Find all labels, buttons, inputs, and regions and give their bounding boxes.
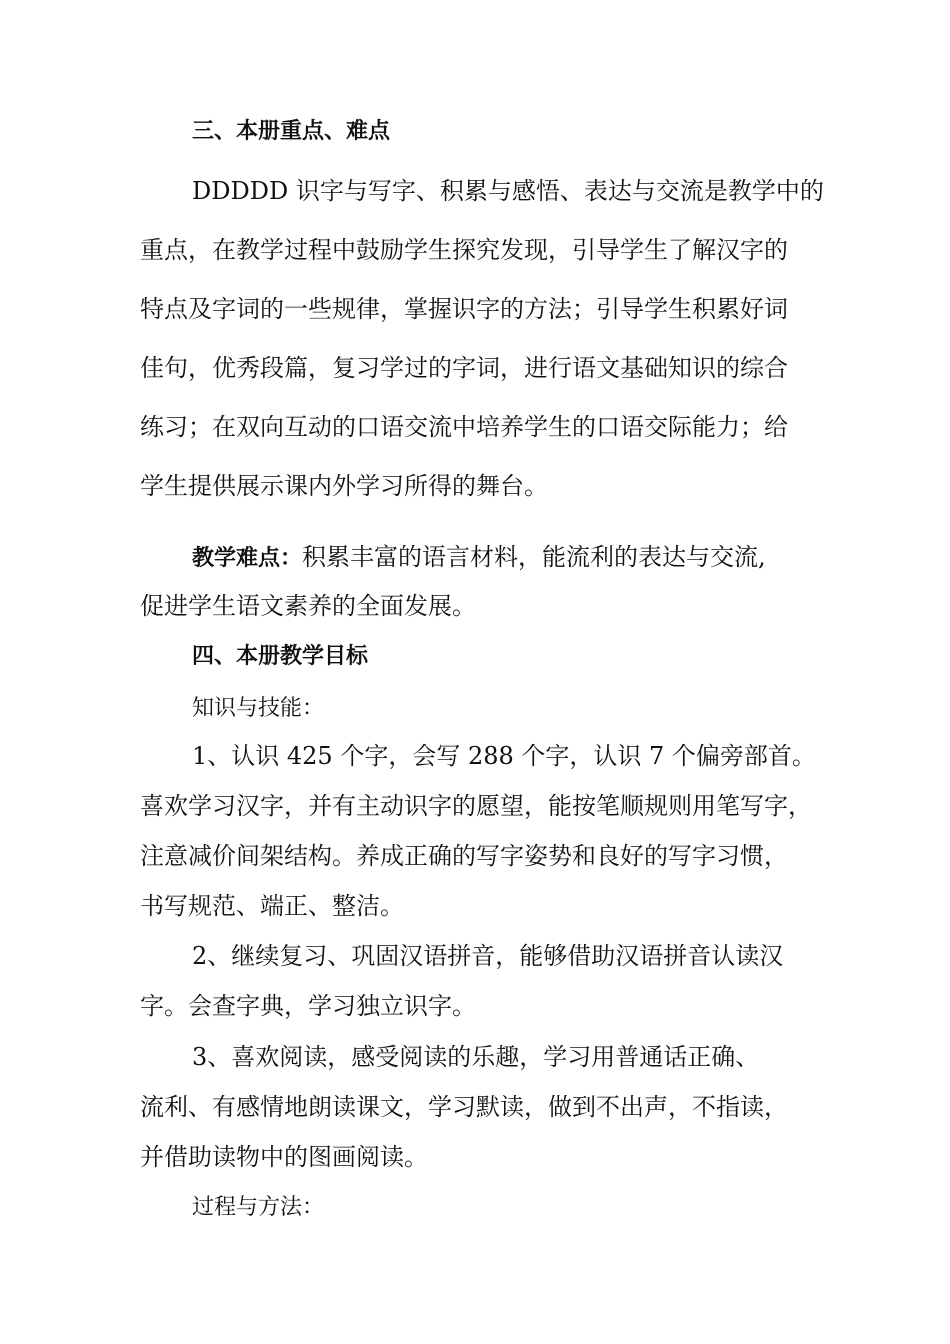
section3-para-line: 重点，在教学过程中鼓励学生探究发现，引导学生了解汉字的 xyxy=(140,236,788,264)
subsection-knowledge-skills: 知识与技能： xyxy=(192,696,325,721)
difficulty-label: 教学难点： xyxy=(192,546,303,571)
section3-para-line: 练习；在双向互动的口语交流中培养学生的口语交际能力；给 xyxy=(140,413,788,441)
goal-item-3-line: 并借助读物中的图画阅读。 xyxy=(140,1143,428,1171)
difficulty-text: 积累丰富的语言材料，能流利的表达与交流, xyxy=(302,543,766,571)
section4-heading: 四、本册教学目标 xyxy=(192,644,369,669)
section3-heading: 三、本册重点、难点 xyxy=(192,119,391,144)
section3-para-line: 佳句，优秀段篇，复习学过的字词，进行语文基础知识的综合 xyxy=(140,354,788,382)
goal-item-2-line: 字。会查字典，学习独立识字。 xyxy=(140,992,476,1020)
section3-para-line: 学生提供展示课内外学习所得的舞台。 xyxy=(140,472,548,500)
goal-item-2-line: 2、继续复习、巩固汉语拼音，能够借助汉语拼音认读汉 xyxy=(192,942,784,970)
goal-item-1-line: 1、认识 425 个字，会写 288 个字，认识 7 个偏旁部首。 xyxy=(192,742,816,770)
section3-para-line: 特点及字词的一些规律，掌握识字的方法；引导学生积累好词 xyxy=(140,295,788,323)
difficulty-line xyxy=(192,541,766,575)
subsection-process-methods: 过程与方法： xyxy=(192,1195,325,1220)
goal-item-1-line: 注意减价间架结构。养成正确的写字姿势和良好的写字习惯， xyxy=(140,842,788,870)
goal-item-1-line: 书写规范、端正、整洁。 xyxy=(140,892,404,920)
goal-item-3-line: 3、喜欢阅读，感受阅读的乐趣，学习用普通话正确、 xyxy=(192,1043,760,1071)
section3-para-line: DDDDD 识字与写字、积累与感悟、表达与交流是教学中的 xyxy=(192,177,824,205)
goal-item-3-line: 流利、有感情地朗读课文，学习默读，做到不出声，不指读， xyxy=(140,1093,788,1121)
difficulty-line-2: 促进学生语文素养的全面发展。 xyxy=(140,592,476,620)
goal-item-1-line: 喜欢学习汉字，并有主动识字的愿望，能按笔顺规则用笔写字， xyxy=(140,792,812,820)
